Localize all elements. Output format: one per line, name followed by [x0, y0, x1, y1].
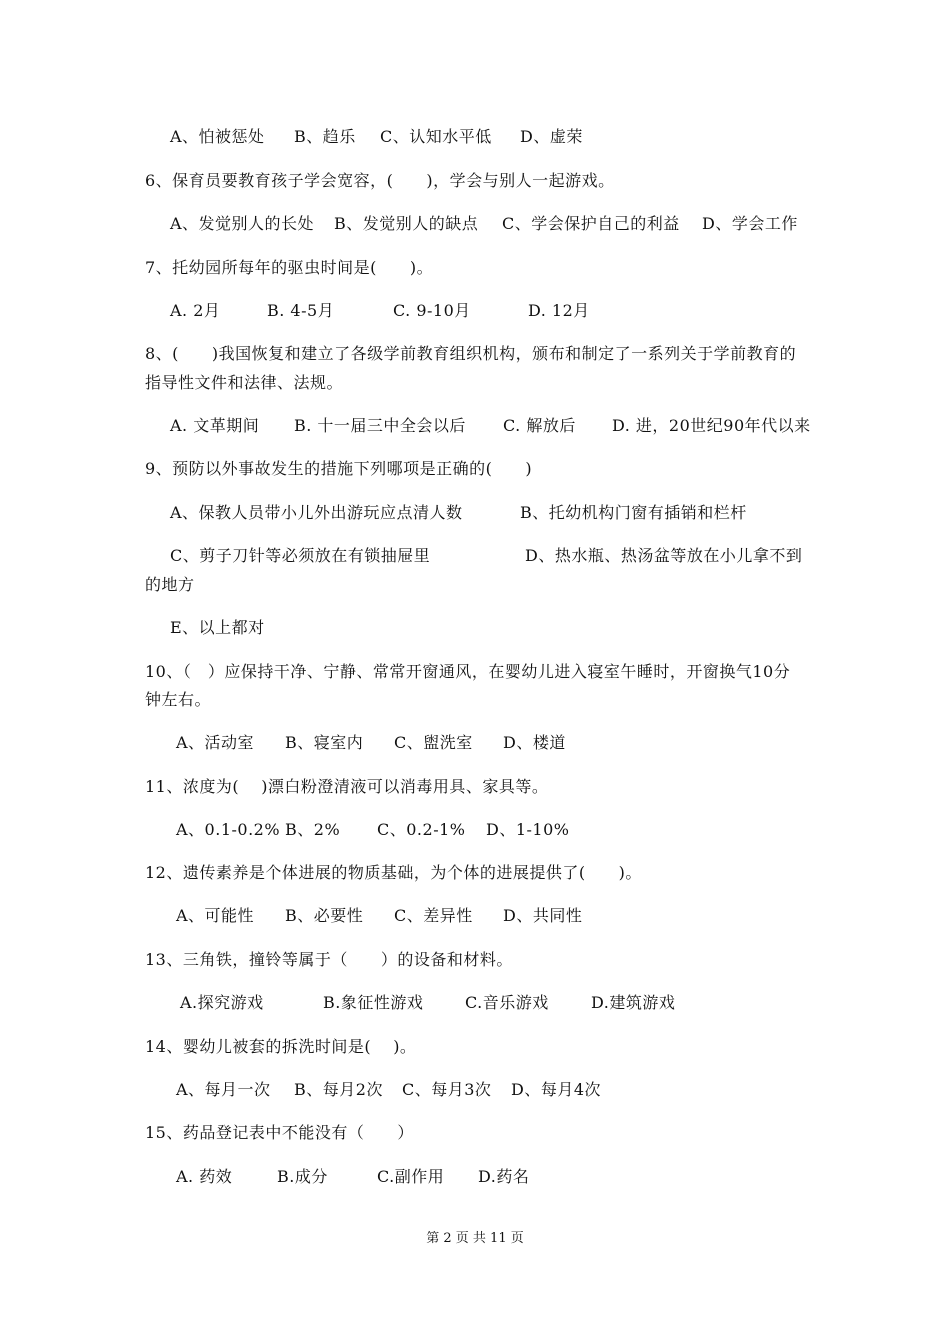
option-c: C、学会保护自己的利益 — [502, 214, 680, 233]
option-d: D、共同性 — [503, 906, 583, 925]
q12-stem: 12、遗传素养是个体进展的物质基础，为个体的进展提供了( )。 — [145, 863, 642, 882]
option-d: D. 12月 — [528, 301, 590, 320]
q9-stem: 9、预防以外事故发生的措施下列哪项是正确的( ) — [145, 459, 533, 478]
q8-stem: 8、( )我国恢复和建立了各级学前教育组织机构，颁布和制定了一系列关于学前教育的 — [145, 344, 797, 363]
option-d: D.建筑游戏 — [591, 993, 676, 1012]
option-d: D、学会工作 — [702, 214, 798, 233]
option-b: B、2% — [285, 820, 341, 839]
option-d: D.药名 — [478, 1167, 530, 1186]
q13-stem: 13、三角铁，撞铃等属于（ ）的设备和材料。 — [145, 950, 513, 969]
option-a: A.探究游戏 — [180, 993, 264, 1012]
option-b: B、每月2次 — [294, 1080, 383, 1099]
option-a: A. 2月 — [170, 301, 221, 320]
option-b: B、必要性 — [285, 906, 364, 925]
option-c: C、剪子刀针等必须放在有锁抽屉里 — [170, 546, 431, 565]
option-c: C. 9-10月 — [393, 301, 471, 320]
option-a: A. 药效 — [176, 1167, 233, 1186]
option-b: B、寝室内 — [285, 733, 364, 752]
option-a: A、保教人员带小儿外出游玩应点清人数 — [170, 503, 463, 522]
option-b: B、趋乐 — [294, 127, 356, 146]
q9-option-d-continued: 的地方 — [145, 575, 195, 594]
option-c: C、差异性 — [394, 906, 473, 925]
q10-stem: 10、（ ）应保持干净、宁静、常常开窗通风，在婴幼儿进入寝室午睡时，开窗换气10分 — [145, 662, 791, 681]
page-footer: 第 2 页 共 11 页 — [426, 1231, 524, 1246]
option-b: B、发觉别人的缺点 — [334, 214, 479, 233]
option-d: D、热水瓶、热汤盆等放在小儿拿不到 — [525, 546, 803, 565]
option-b: B. 4-5月 — [267, 301, 335, 320]
option-d: D. 进，20世纪90年代以来 — [612, 416, 811, 435]
option-c: C. 解放后 — [503, 416, 576, 435]
q7-stem: 7、托幼园所每年的驱虫时间是( )。 — [145, 258, 434, 277]
q10-stem-continued: 钟左右。 — [145, 690, 212, 709]
option-b: B.成分 — [277, 1167, 328, 1186]
option-a: A、活动室 — [176, 733, 255, 752]
option-a: A. 文革期间 — [170, 416, 260, 435]
option-c: C、0.2-1% — [377, 820, 466, 839]
q15-stem: 15、药品登记表中不能没有（ ） — [145, 1123, 414, 1142]
option-c: C、盥洗室 — [394, 733, 473, 752]
option-a: A、每月一次 — [176, 1080, 271, 1099]
option-a: A、发觉别人的长处 — [170, 214, 315, 233]
q14-stem: 14、婴幼儿被套的拆洗时间是( )。 — [145, 1037, 417, 1056]
option-c: C、认知水平低 — [380, 127, 492, 146]
option-d: D、虚荣 — [520, 127, 583, 146]
option-d: D、楼道 — [503, 733, 566, 752]
option-a: A、怕被惩处 — [170, 127, 265, 146]
option-d: D、1-10% — [486, 820, 570, 839]
option-c: C.副作用 — [377, 1167, 445, 1186]
option-b: B. 十一届三中全会以后 — [294, 416, 466, 435]
option-c: C、每月3次 — [402, 1080, 492, 1099]
q11-stem: 11、浓度为( )漂白粉澄清液可以消毒用具、家具等。 — [145, 777, 549, 796]
option-a: A、可能性 — [176, 906, 255, 925]
option-a: A、0.1-0.2% — [176, 820, 281, 839]
option-c: C.音乐游戏 — [465, 993, 549, 1012]
option-b: B、托幼机构门窗有插销和栏杆 — [520, 503, 747, 522]
option-b: B.象征性游戏 — [323, 993, 424, 1012]
q8-stem-continued: 指导性文件和法律、法规。 — [145, 373, 344, 392]
q6-stem: 6、保育员要教育孩子学会宽容，( )，学会与别人一起游戏。 — [145, 171, 615, 190]
q9-option-e: E、以上都对 — [170, 618, 265, 637]
option-d: D、每月4次 — [511, 1080, 602, 1099]
